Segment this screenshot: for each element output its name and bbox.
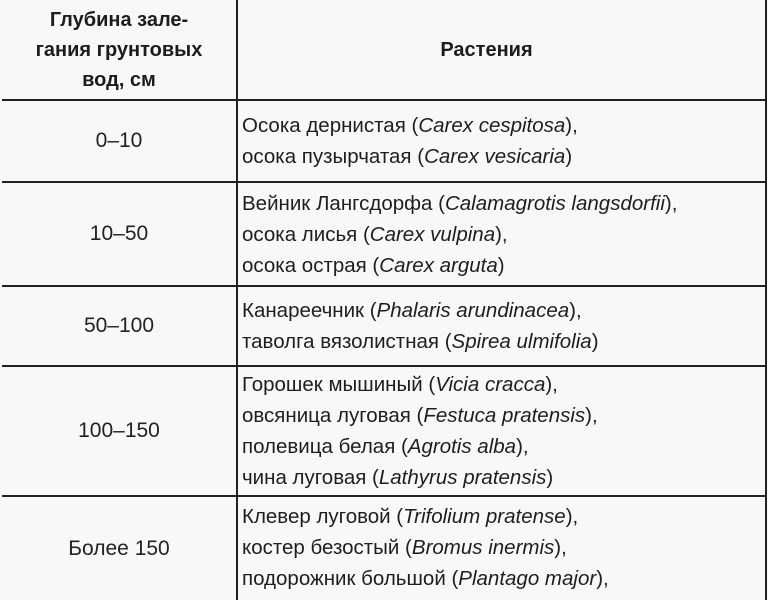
- plant-punct: ),: [569, 299, 582, 322]
- plant-entry: [242, 250, 765, 281]
- plant-punct: ),: [596, 567, 609, 590]
- plant-entry: [242, 326, 765, 357]
- plant-entry: [242, 141, 765, 172]
- plant-latin-name: Carex cespitosa: [418, 114, 566, 137]
- plant-name: Осока дернистая (: [242, 114, 419, 137]
- plant-latin-name: Carex vesicaria: [424, 145, 566, 168]
- plant-name: костер безостый (: [242, 536, 412, 559]
- plant-name: полевица белая (: [242, 435, 408, 458]
- plants-cell: [237, 100, 766, 182]
- plant-name: Вейник Лангсдорфа (: [242, 191, 445, 215]
- plant-punct: ): [591, 330, 599, 353]
- plant-entry: [242, 431, 765, 462]
- depth-cell: 10–50: [2, 182, 237, 286]
- plant-latin-name: Carex arguta: [379, 253, 498, 277]
- plant-latin-name: Lathyrus pratensis: [378, 466, 547, 489]
- depth-cell: 0–10: [2, 100, 237, 182]
- table-row: [2, 286, 766, 366]
- plant-entry: [242, 219, 765, 250]
- header-plants: Растения: [237, 0, 766, 100]
- plant-name: овсяница луговая (: [242, 404, 424, 427]
- plant-latin-name: Bromus inermis: [411, 536, 555, 559]
- plant-latin-name: Spirea ulmifolia: [451, 330, 592, 353]
- plant-entry: [242, 563, 765, 594]
- plant-name: осока пузырчатая (: [242, 145, 425, 168]
- plant-entry: [242, 532, 765, 563]
- depth-cell: 100–150: [2, 366, 237, 496]
- plant-punct: ),: [495, 222, 508, 246]
- plant-entry: [242, 110, 765, 141]
- plants-cell: [237, 182, 766, 286]
- plant-latin-name: Agrotis alba: [407, 435, 517, 458]
- groundwater-plants-table: [2, 0, 767, 600]
- table-row: [2, 366, 766, 496]
- header-depth: [2, 0, 237, 100]
- header-depth-line: Глубина зале-: [49, 8, 189, 31]
- plant-punct: ),: [545, 373, 558, 396]
- plant-punct: ): [546, 466, 554, 489]
- plant-punct: ),: [554, 536, 567, 559]
- plant-name: Канареечник (: [242, 299, 377, 322]
- header-depth-line: гания грунтовых: [35, 38, 203, 61]
- depth-cell: 50–100: [2, 286, 237, 366]
- plant-latin-name: Trifolium pratense: [403, 505, 566, 528]
- header-depth-line: вод, см: [82, 68, 156, 91]
- plant-latin-name: Vicia cracca: [435, 373, 546, 396]
- plant-name: осока острая (: [242, 253, 380, 277]
- plant-name: подорожник большой (: [242, 567, 459, 590]
- table-row: [2, 100, 766, 182]
- plant-latin-name: Carex vulpina: [369, 222, 496, 246]
- plant-punct: ): [565, 145, 573, 168]
- table-row: [2, 496, 766, 600]
- plants-cell: [237, 366, 766, 496]
- table-row: [2, 182, 766, 286]
- plant-latin-name: Phalaris arundinacea: [376, 299, 570, 322]
- plants-cell: [237, 496, 766, 600]
- plant-name: осока лисья (: [242, 222, 370, 246]
- plant-punct: ),: [664, 191, 678, 215]
- plant-name: таволга вязолистная (: [242, 330, 452, 353]
- plant-entry: [242, 188, 765, 219]
- plant-entry: [242, 369, 765, 400]
- plant-punct: ),: [516, 435, 529, 458]
- table-header-row: [2, 0, 766, 100]
- plant-name: Клевер луговой (: [242, 505, 404, 528]
- plant-name: чина луговая (: [242, 466, 379, 489]
- plant-name: Горошек мышиный (: [242, 373, 436, 396]
- plant-entry: [242, 400, 765, 431]
- plant-entry: [242, 295, 765, 326]
- plant-punct: ),: [585, 404, 598, 427]
- plant-punct: ),: [565, 505, 579, 528]
- plant-latin-name: Plantago major: [458, 567, 597, 590]
- plant-latin-name: Calamagrotis langsdorfii: [444, 191, 665, 215]
- plant-punct: ),: [565, 114, 578, 137]
- plants-cell: [237, 286, 766, 366]
- plant-entry: [242, 462, 765, 493]
- depth-cell: Более 150: [2, 496, 237, 600]
- plant-latin-name: Festuca pratensis: [423, 404, 586, 427]
- plant-entry: [242, 501, 765, 532]
- plant-punct: ): [497, 253, 505, 277]
